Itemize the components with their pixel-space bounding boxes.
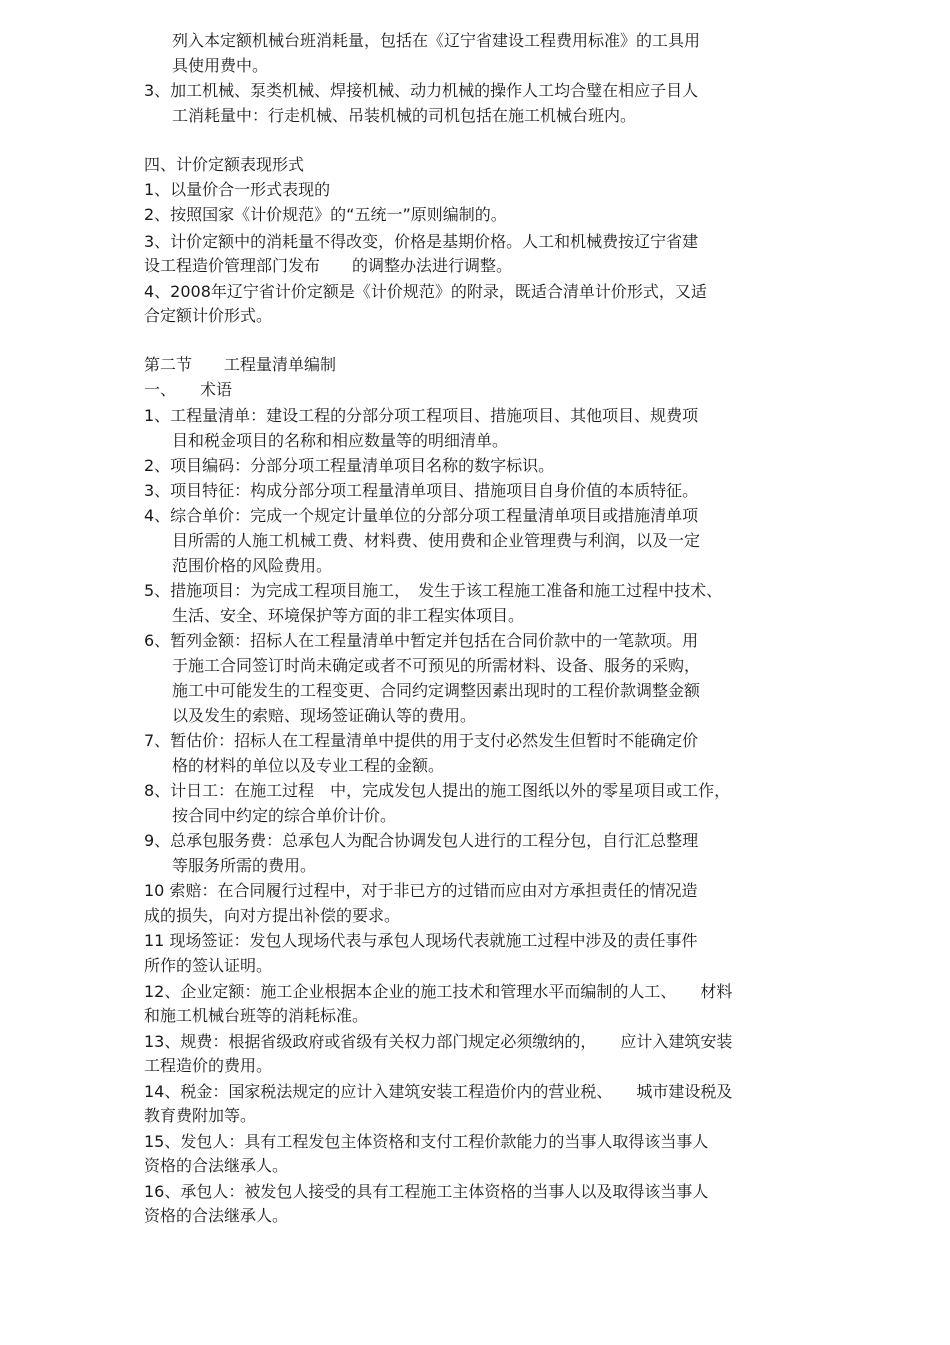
text-line: 工消耗量中：行走机械、吊装机械的司机包括在施工机械台班内。 [172, 106, 637, 125]
text-line: 13、规费：根据省级政府或省级有关权力部门规定必须缴纳的， 应计入建筑安装 [144, 1032, 733, 1051]
text-line: 生活、安全、环境保护等方面的非工程实体项目。 [172, 606, 525, 625]
text-line: 等服务所需的费用。 [172, 856, 317, 875]
text-line: 11 现场签证：发包人现场代表与承包人现场代表就施工过程中涉及的责任事件 [144, 931, 698, 950]
text-line: 2、按照国家《计价规范》的“五统一”原则编制的。 [144, 205, 507, 224]
text-line: 成的损失，向对方提出补偿的要求。 [144, 906, 401, 925]
section-heading: 一、 术语 [144, 380, 233, 399]
text-line: 和施工机械台班等的消耗标准。 [144, 1006, 369, 1025]
text-line: 6、暂列金额：招标人在工程量清单中暂定并包括在合同价款中的一笔款项。用 [144, 631, 699, 650]
text-line: 以及发生的索赔、现场签证确认等的费用。 [172, 706, 477, 725]
text-line: 15、发包人：具有工程发包主体资格和支付工程价款能力的当事人取得该当事人 [144, 1132, 709, 1151]
text-line: 4、2008年辽宁省计价定额是《计价规范》的附录，既适合清单计价形式，又适 [144, 282, 707, 301]
text-line: 5、措施项目：为完成工程项目施工， 发生于该工程施工准备和施工过程中技术、 [144, 581, 723, 600]
text-line: 目和税金项目的名称和相应数量等的明细清单。 [172, 431, 509, 450]
text-line: 于施工合同签订时尚未确定或者不可预见的所需材料、设备、服务的采购， [172, 656, 701, 675]
text-line: 10 索赔：在合同履行过程中，对于非已方的过错而应由对方承担责任的情况造 [144, 881, 698, 900]
text-line: 3、计价定额中的消耗量不得改变，价格是基期价格。人工和机械费按辽宁省建 [144, 232, 699, 251]
text-line: 3、加工机械、泵类机械、焊接机械、动力机械的操作人工均合璧在相应子目人 [144, 81, 699, 100]
text-line: 12、企业定额：施工企业根据本企业的施工技术和管理水平而编制的人工、 材料 [144, 982, 733, 1001]
text-line: 8、计日工：在施工过程 中，完成发包人提出的施工图纸以外的零星项目或工作， [144, 781, 731, 800]
text-line: 1、工程量清单：建设工程的分部分项工程项目、措施项目、其他项目、规费项 [144, 406, 699, 425]
text-line: 7、暂估价：招标人在工程量清单中提供的用于支付必然发生但暂时不能确定价 [144, 731, 699, 750]
text-line: 所作的签认证明。 [144, 956, 273, 975]
text-line: 范围价格的风险费用。 [172, 556, 333, 575]
text-line: 14、税金：国家税法规定的应计入建筑安装工程造价内的营业税、 城市建设税及 [144, 1082, 733, 1101]
text-line: 合定额计价形式。 [144, 306, 273, 325]
text-line: 资格的合法继承人。 [144, 1156, 289, 1175]
text-line: 列入本定额机械台班消耗量，包括在《辽宁省建设工程费用标准》的工具用 [172, 31, 701, 50]
text-line: 3、项目特征：构成分部分项工程量清单项目、措施项目自身价值的本质特征。 [144, 481, 699, 500]
text-line: 具使用费中。 [172, 56, 269, 75]
text-line: 2、项目编码：分部分项工程量清单项目名称的数字标识。 [144, 456, 555, 475]
text-line: 资格的合法继承人。 [144, 1206, 289, 1225]
text-line: 设工程造价管理部门发布 的调整办法进行调整。 [144, 256, 513, 275]
text-line: 教育费附加等。 [144, 1106, 257, 1125]
text-line: 4、综合单价：完成一个规定计量单位的分部分项工程量清单项目或措施清单项 [144, 506, 699, 525]
text-line: 16、承包人：被发包人接受的具有工程施工主体资格的当事人以及取得该当事人 [144, 1182, 709, 1201]
text-line: 按合同中约定的综合单价计价。 [172, 806, 397, 825]
text-line: 格的材料的单位以及专业工程的金额。 [172, 756, 445, 775]
chapter-heading: 第二节 工程量清单编制 [144, 355, 337, 374]
text-line: 工程造价的费用。 [144, 1056, 273, 1075]
section-heading: 四、计价定额表现形式 [144, 155, 305, 174]
text-line: 1、以量价合一形式表现的 [144, 180, 331, 199]
text-line: 施工中可能发生的工程变更、合同约定调整因素出现时的工程价款调整金额 [172, 681, 701, 700]
text-line: 目所需的人施工机械工费、材料费、使用费和企业管理费与利润，以及一定 [172, 531, 701, 550]
text-line: 9、总承包服务费：总承包人为配合协调发包人进行的工程分包，自行汇总整理 [144, 831, 699, 850]
